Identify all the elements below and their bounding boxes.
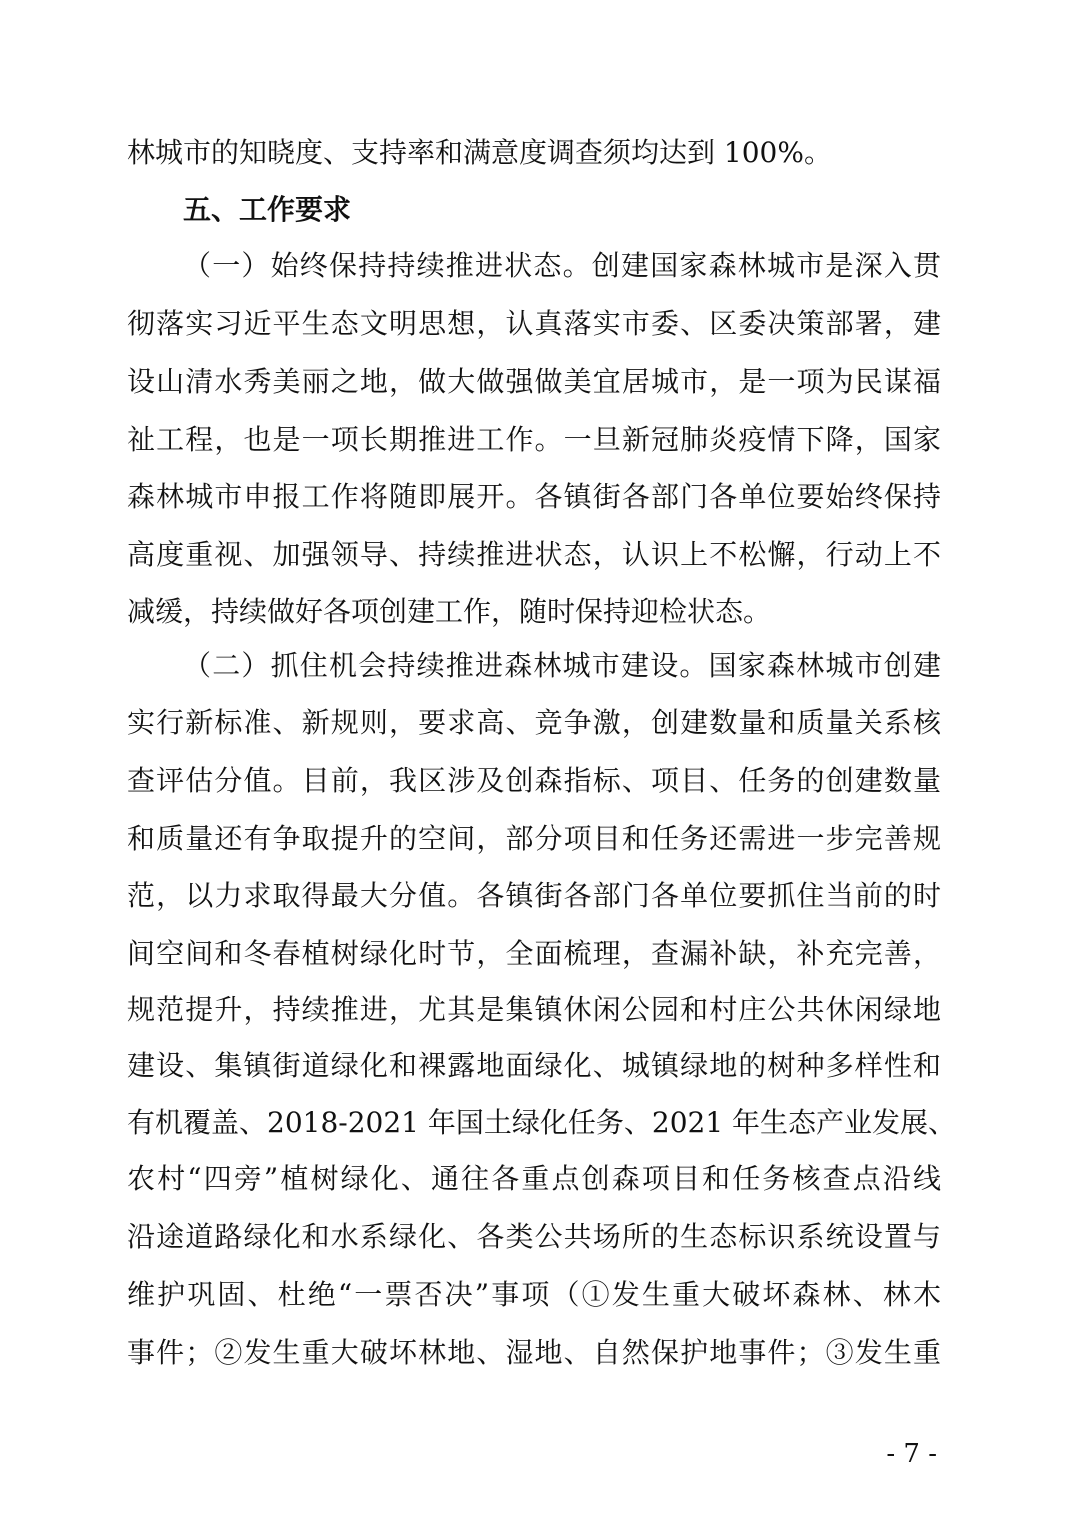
paragraph-2-line: 和质量还有争取提升的空间，部分项目和任务还需进一步完善规 <box>127 822 941 855</box>
paragraph-2-line: （二）抓住机会持续推进森林城市建设。国家森林城市创建 <box>183 649 941 682</box>
paragraph-2-line: 农村“四旁”植树绿化、通往各重点创森项目和任务核查点沿线 <box>127 1162 941 1195</box>
paragraph-2-line: 建设、集镇街道绿化和裸露地面绿化、城镇绿地的树种多样性和 <box>127 1049 941 1082</box>
section-heading: 五、工作要求 <box>183 193 352 226</box>
paragraph-2-line: 维护巩固、杜绝“一票否决”事项（①发生重大破坏森林、林木 <box>127 1278 941 1311</box>
paragraph-2-line: 实行新标准、新规则，要求高、竞争激，创建数量和质量关系核 <box>127 706 941 739</box>
paragraph-1-line: 高度重视、加强领导、持续推进状态，认识上不松懈，行动上不 <box>127 538 941 571</box>
paragraph-1-line: 祉工程，也是一项长期推进工作。一旦新冠肺炎疫情下降，国家 <box>127 423 941 456</box>
text-line: 林城市的知晓度、支持率和满意度调查须均达到 100%。 <box>127 136 832 169</box>
paragraph-1-line: 设山清水秀美丽之地，做大做强做美宜居城市，是一项为民谋福 <box>127 365 941 398</box>
paragraph-2-line: 有机覆盖、2018-2021 年国土绿化任务、2021 年生态产业发展、 <box>127 1106 957 1139</box>
paragraph-1-line: 减缓，持续做好各项创建工作，随时保持迎检状态。 <box>127 595 772 628</box>
paragraph-1-line: 彻落实习近平生态文明思想，认真落实市委、区委决策部署，建 <box>127 307 941 340</box>
paragraph-2-line: 规范提升，持续推进，尤其是集镇休闲公园和村庄公共休闲绿地 <box>127 993 941 1026</box>
page-number: - 7 - <box>886 1439 937 1469</box>
paragraph-2-line: 查评估分值。目前，我区涉及创森指标、项目、任务的创建数量 <box>127 764 941 797</box>
paragraph-2-line: 沿途道路绿化和水系绿化、各类公共场所的生态标识系统设置与 <box>127 1220 941 1253</box>
paragraph-2-line: 范，以力求取得最大分值。各镇街各部门各单位要抓住当前的时 <box>127 879 941 912</box>
paragraph-1-line: （一）始终保持持续推进状态。创建国家森林城市是深入贯 <box>183 249 941 282</box>
paragraph-1-line: 森林城市申报工作将随即展开。各镇街各部门各单位要始终保持 <box>127 480 941 513</box>
paragraph-2-line: 事件；②发生重大破坏林地、湿地、自然保护地事件；③发生重 <box>127 1336 941 1369</box>
paragraph-2-line: 间空间和冬春植树绿化时节，全面梳理，查漏补缺，补充完善， <box>127 937 941 970</box>
